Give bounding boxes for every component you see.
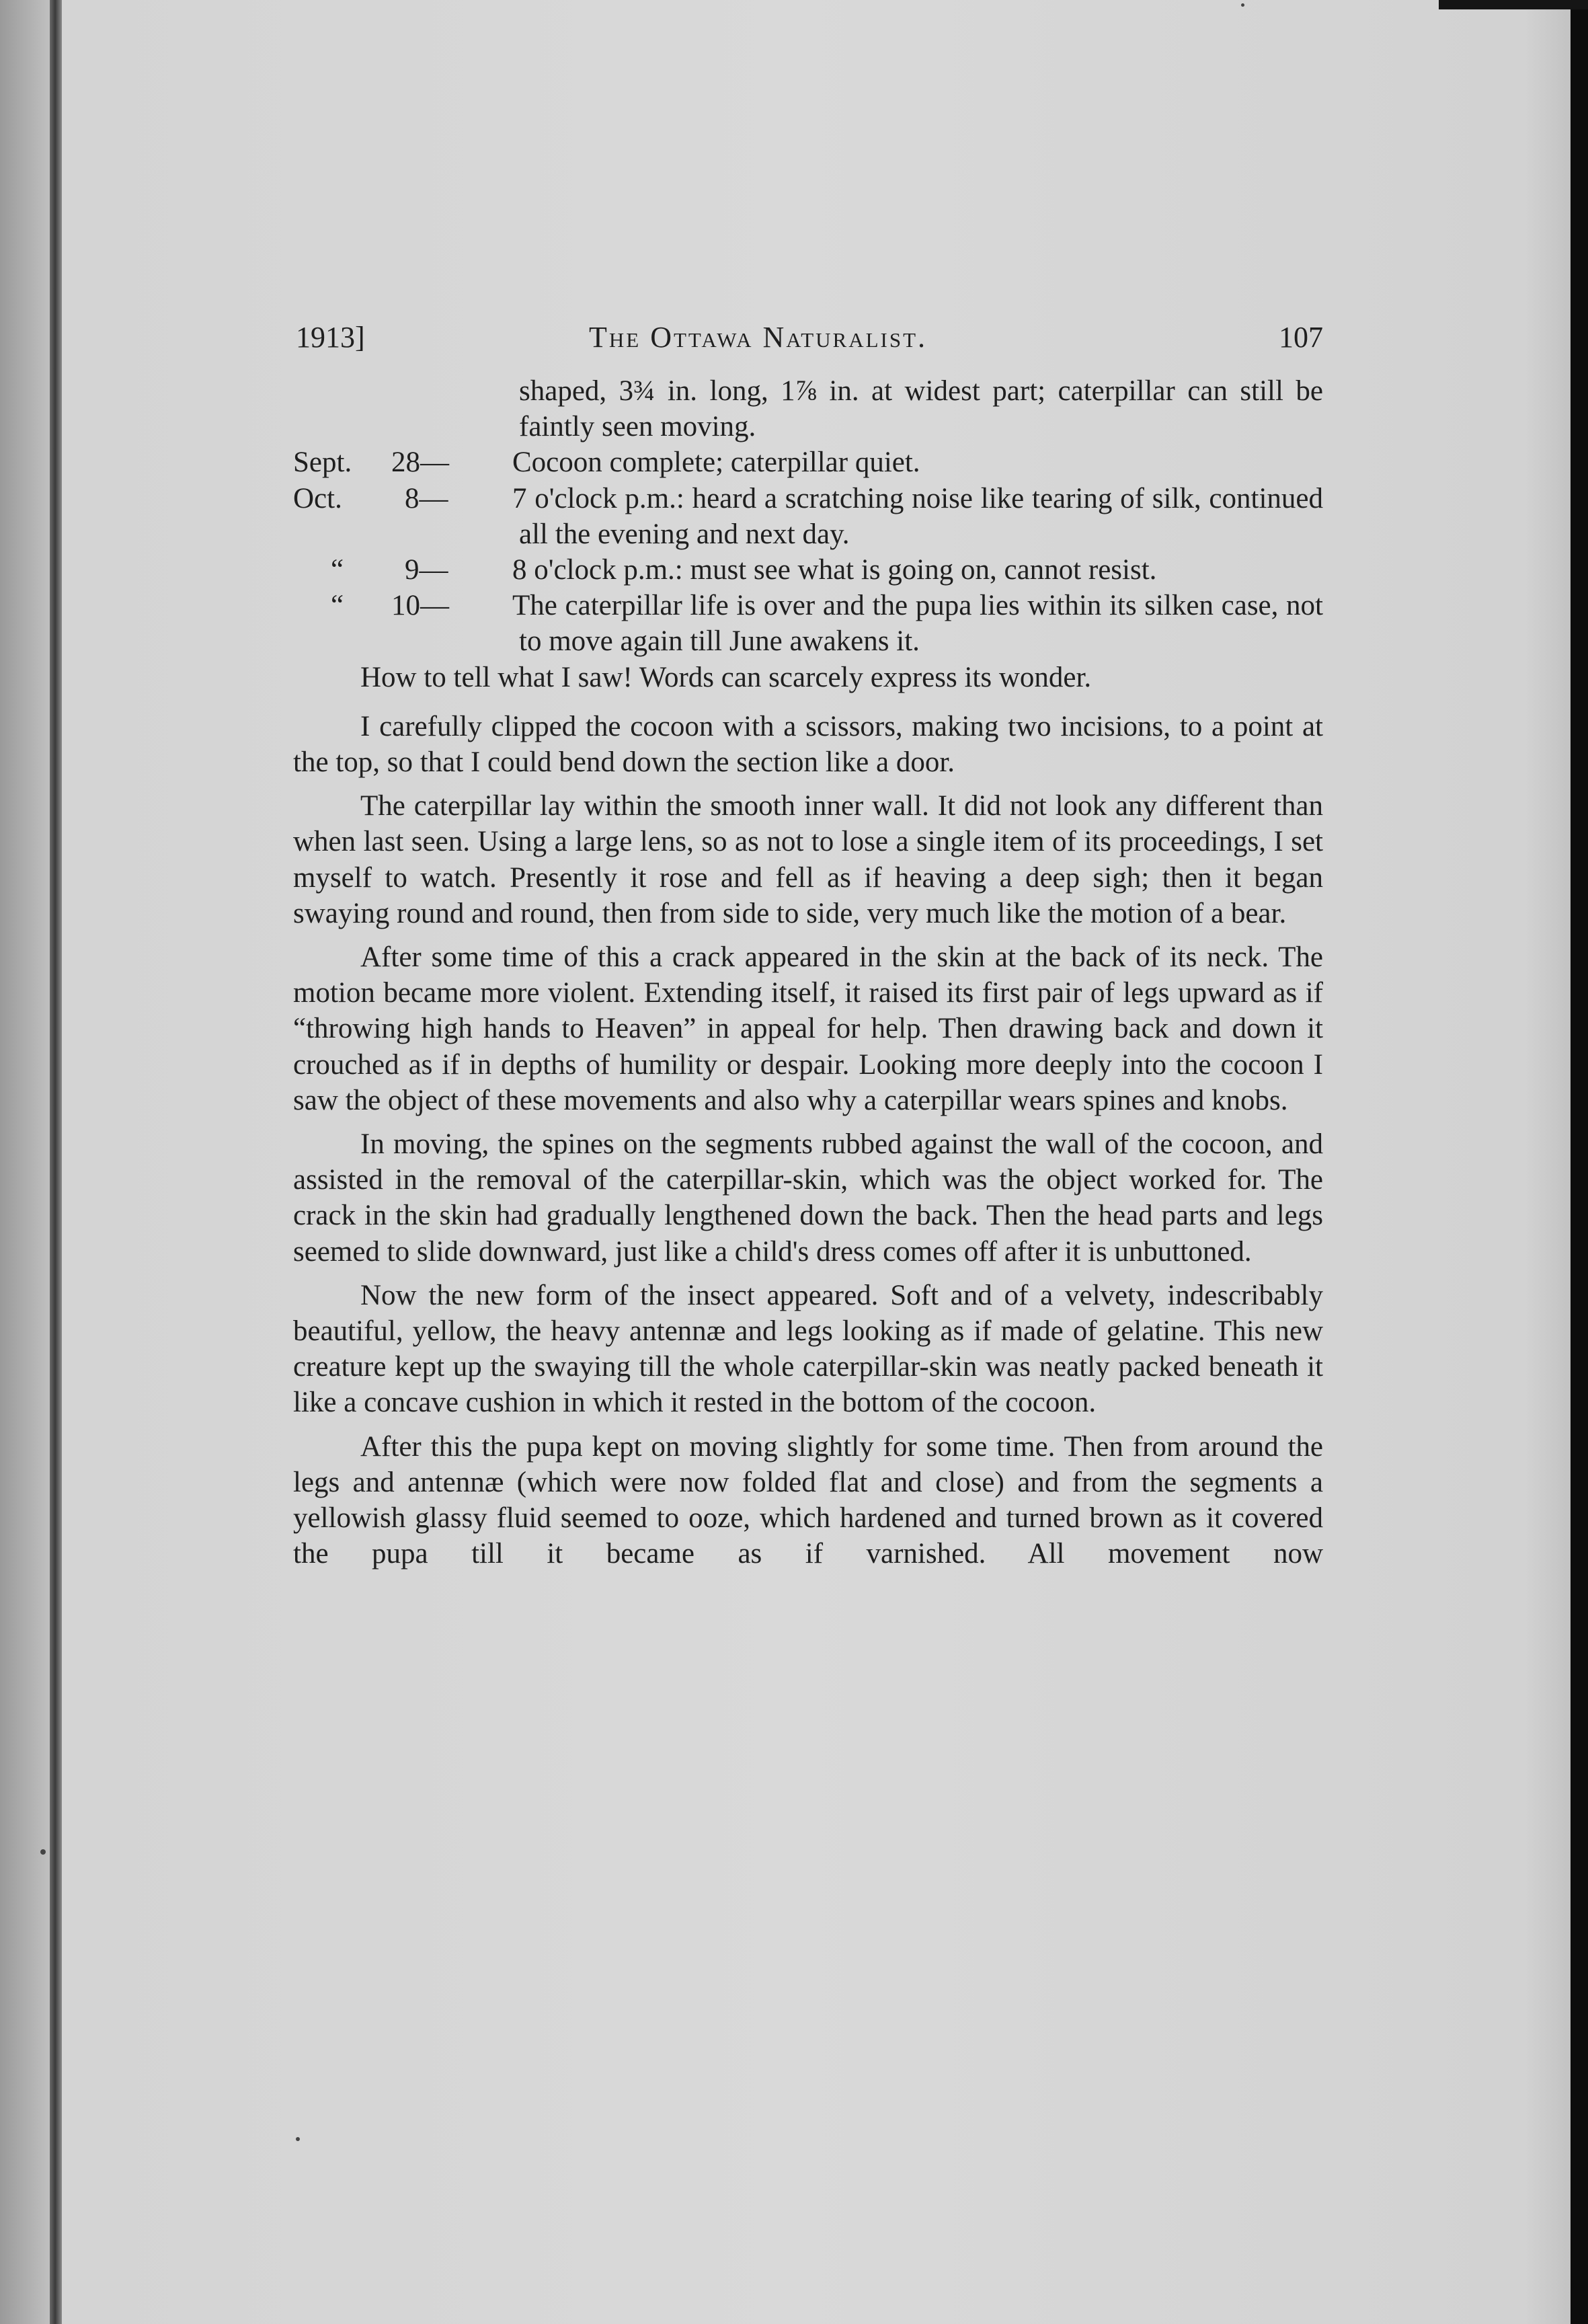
page-right-edge (1571, 0, 1588, 2324)
entry-date (293, 588, 449, 623)
entry-text: 7 o'clock p.m.: heard a scratching noise like tearing of silk, continued all the evening and next day. (512, 482, 1323, 550)
binding-shadow (0, 0, 50, 2324)
page-number: 107 (1279, 321, 1323, 354)
entry-month: “ (331, 590, 344, 622)
entry-month: Sept. (293, 447, 352, 479)
paragraph: The caterpillar lay within the smooth inner wall. It did not look any different than when last seen. Using a large lens, so as not to lose a single item of its proceedings, I set myself to watch. Presently it rose and fell as if heaving a deep sigh; then it began swaying round and round, then from side to side, very much like the motion of a bear. (293, 790, 1323, 929)
scan-speck (40, 1849, 46, 1855)
entry-day: 8— (405, 482, 448, 514)
paragraph: How to tell what I saw! Words can scarcely express its wonder. (360, 661, 1092, 693)
entry-text: 8 o'clock p.m.: must see what is going on, cannot resist. (512, 554, 1157, 586)
running-head-year: 1913] (296, 321, 365, 354)
diary-entry (293, 481, 1323, 552)
entry-month: Oct. (293, 482, 342, 514)
paragraph: Now the new form of the insect appeared. Soft and of a velvety, indescribably beautiful, yellow, the heavy antennæ and legs looking as if made of gelatine. This new creature kept up the swaying till the whole caterpillar-skin was neatly packed beneath it like a concave cushion in which it rested in the bottom of the cocoon. (293, 1279, 1323, 1419)
diary-entry (293, 444, 1323, 480)
diary-continuation: shaped, 3¾ in. long, 1⅞ in. at widest part; caterpillar can still be faintly seen moving. (519, 375, 1323, 443)
diary-entry (293, 588, 1323, 659)
scan-speck (296, 2137, 300, 2141)
page-text (293, 319, 1323, 1580)
entry-date (293, 552, 448, 588)
page-top-edge (1439, 0, 1588, 9)
entry-text: The caterpillar life is over and the pupa lies within its silken case, not to move again till June awakens it. (512, 590, 1323, 658)
paragraph: In moving, the spines on the segments rubbed against the wall of the cocoon, and assisted in the removal of the caterpillar-skin, which was the object worked for. The crack in the skin had gradually lengthened down the back. Then the head parts and legs seemed to slide downward, just like a child's dress comes off after it is unbuttoned. (293, 1128, 1323, 1268)
entry-day: 10— (391, 590, 449, 622)
entry-date (293, 481, 448, 516)
entry-date (293, 444, 449, 480)
paragraph: I carefully clipped the cocoon with a scissors, making two incisions, to a point at the top, so that I could bend down the section like a door. (293, 710, 1323, 779)
entry-month: “ (331, 554, 344, 586)
binding-spine (50, 0, 62, 2324)
entry-day: 9— (405, 554, 448, 586)
scan-speck (1241, 3, 1244, 7)
diary-entry (293, 552, 1323, 588)
running-head-title: The Ottawa Naturalist. (589, 321, 928, 354)
entry-day: 28— (391, 447, 449, 479)
running-head (293, 319, 1323, 373)
paragraph: After some time of this a crack appeared in the skin at the back of its neck. The motion became more violent. Extending itself, it raised its first pair of legs upward as if “throwing high hands to Heaven” in appeal for help. Then drawing back and down it crouched as if in depths of humility or despair. Looking more deeply into the cocoon I saw the object of these movements and also why a caterpillar wears spines and knobs. (293, 941, 1323, 1116)
paragraph: After this the pupa kept on moving slightly for some time. Then from around the legs and antennæ (which were now folded flat and close) and from the segments a yellowish glassy fluid seemed to ooze, which hardened and turned brown as it covered the pupa till it became as if varnished. All movement now (293, 1430, 1323, 1570)
entry-text: Cocoon complete; caterpillar quiet. (512, 447, 920, 479)
